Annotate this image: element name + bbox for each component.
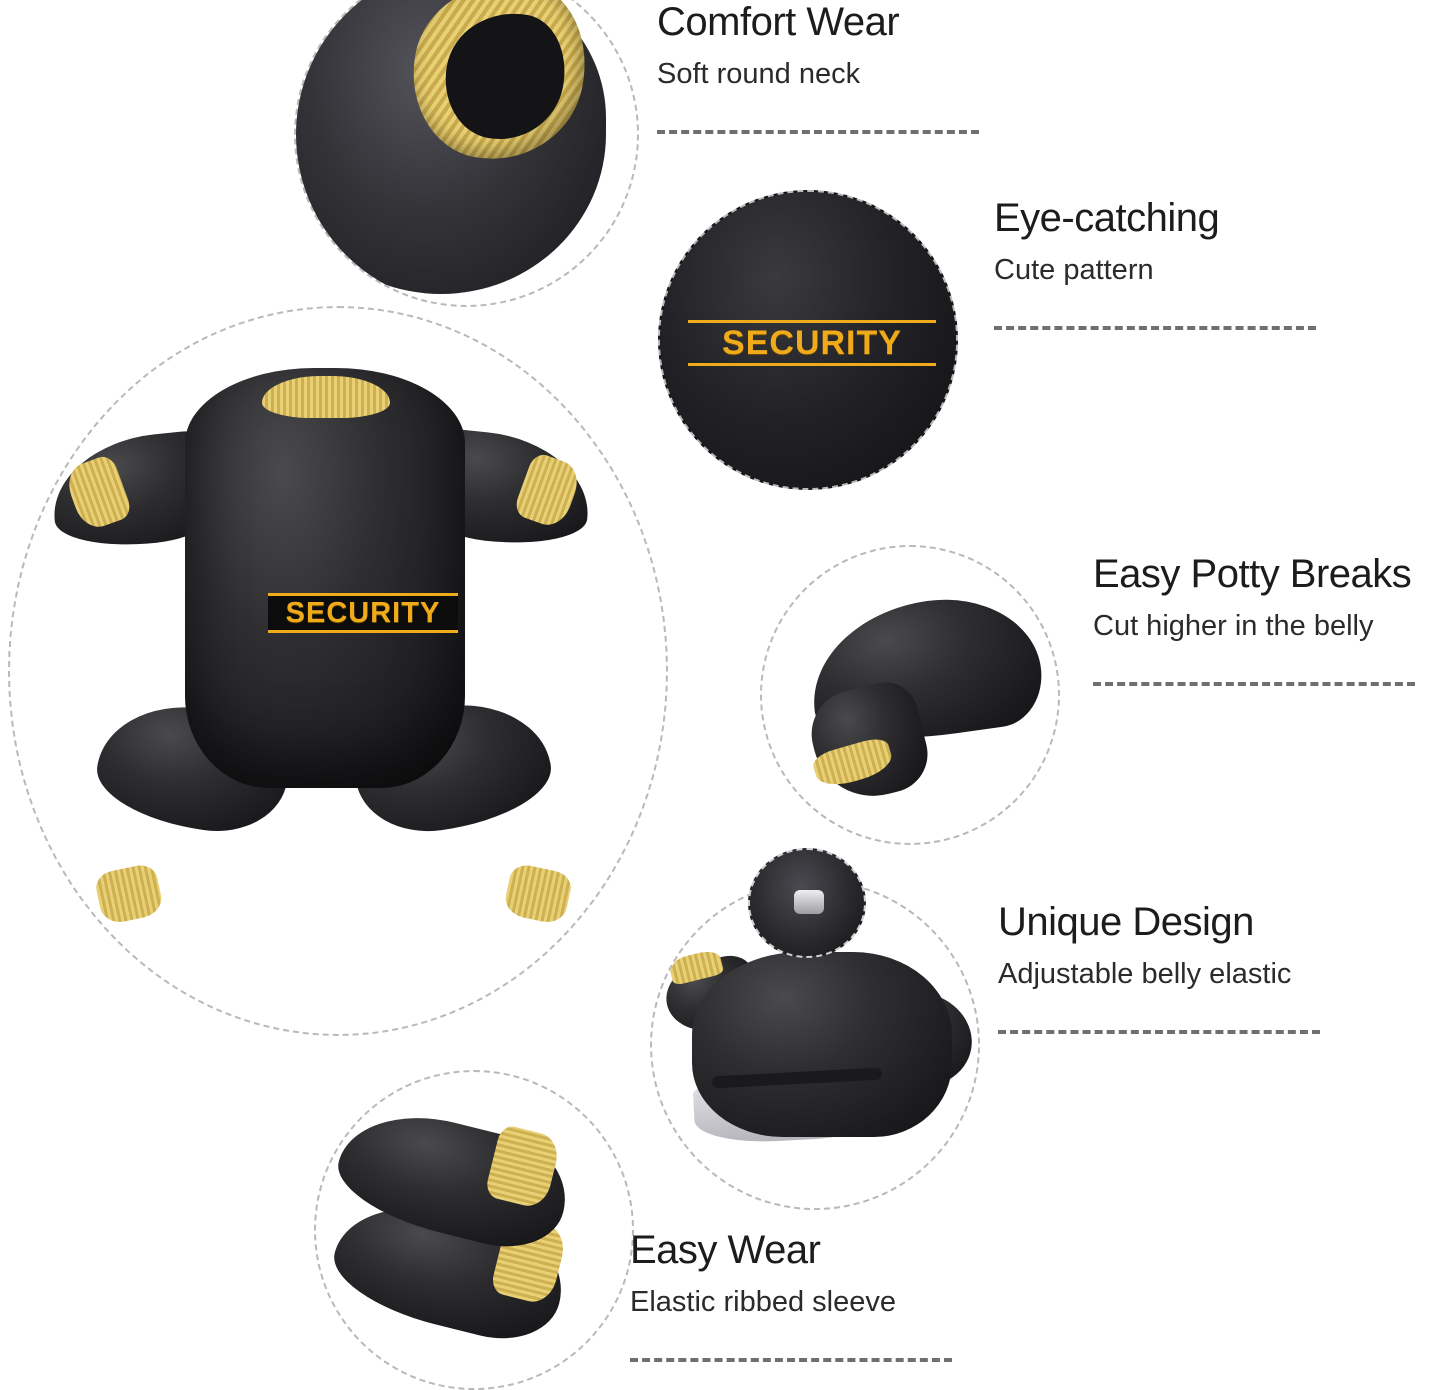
- feature-title-easy-wear: Easy Wear: [630, 1228, 821, 1272]
- feature-subtitle-easy-wear: Elastic ribbed sleeve: [630, 1286, 896, 1318]
- design-torso: [692, 952, 952, 1137]
- elastic-stopper-closeup: [748, 848, 866, 958]
- divider-easy-wear: [630, 1358, 952, 1362]
- divider-comfort-wear: [657, 130, 979, 134]
- print-detail-security-text: SECURITY: [688, 320, 936, 366]
- divider-eye-catching: [994, 326, 1316, 330]
- feature-subtitle-unique-design: Adjustable belly elastic: [998, 958, 1292, 990]
- divider-unique-design: [998, 1030, 1320, 1034]
- neck-detail-photo: [294, 0, 639, 307]
- main-collar: [262, 376, 390, 418]
- main-product-photo: [8, 306, 668, 1036]
- print-detail-photo: [658, 190, 958, 490]
- feature-subtitle-eye-catching: Cute pattern: [994, 254, 1154, 286]
- feature-title-easy-potty-breaks: Easy Potty Breaks: [1093, 552, 1412, 596]
- main-torso: [185, 368, 465, 788]
- divider-easy-potty-breaks: [1093, 682, 1415, 686]
- feature-subtitle-easy-potty-breaks: Cut higher in the belly: [1093, 610, 1374, 642]
- elastic-stopper: [794, 890, 824, 914]
- sleeve-detail-photo: [314, 1070, 634, 1390]
- feature-title-unique-design: Unique Design: [998, 900, 1254, 944]
- belly-cut-detail-photo: [760, 545, 1060, 845]
- feature-subtitle-comfort-wear: Soft round neck: [657, 58, 861, 90]
- feature-title-eye-catching: Eye-catching: [994, 196, 1220, 240]
- security-print: SECURITY: [268, 593, 458, 633]
- feature-title-comfort-wear: Comfort Wear: [657, 0, 900, 44]
- main-left-leg-cuff: [93, 862, 164, 926]
- main-right-leg-cuff: [502, 862, 573, 926]
